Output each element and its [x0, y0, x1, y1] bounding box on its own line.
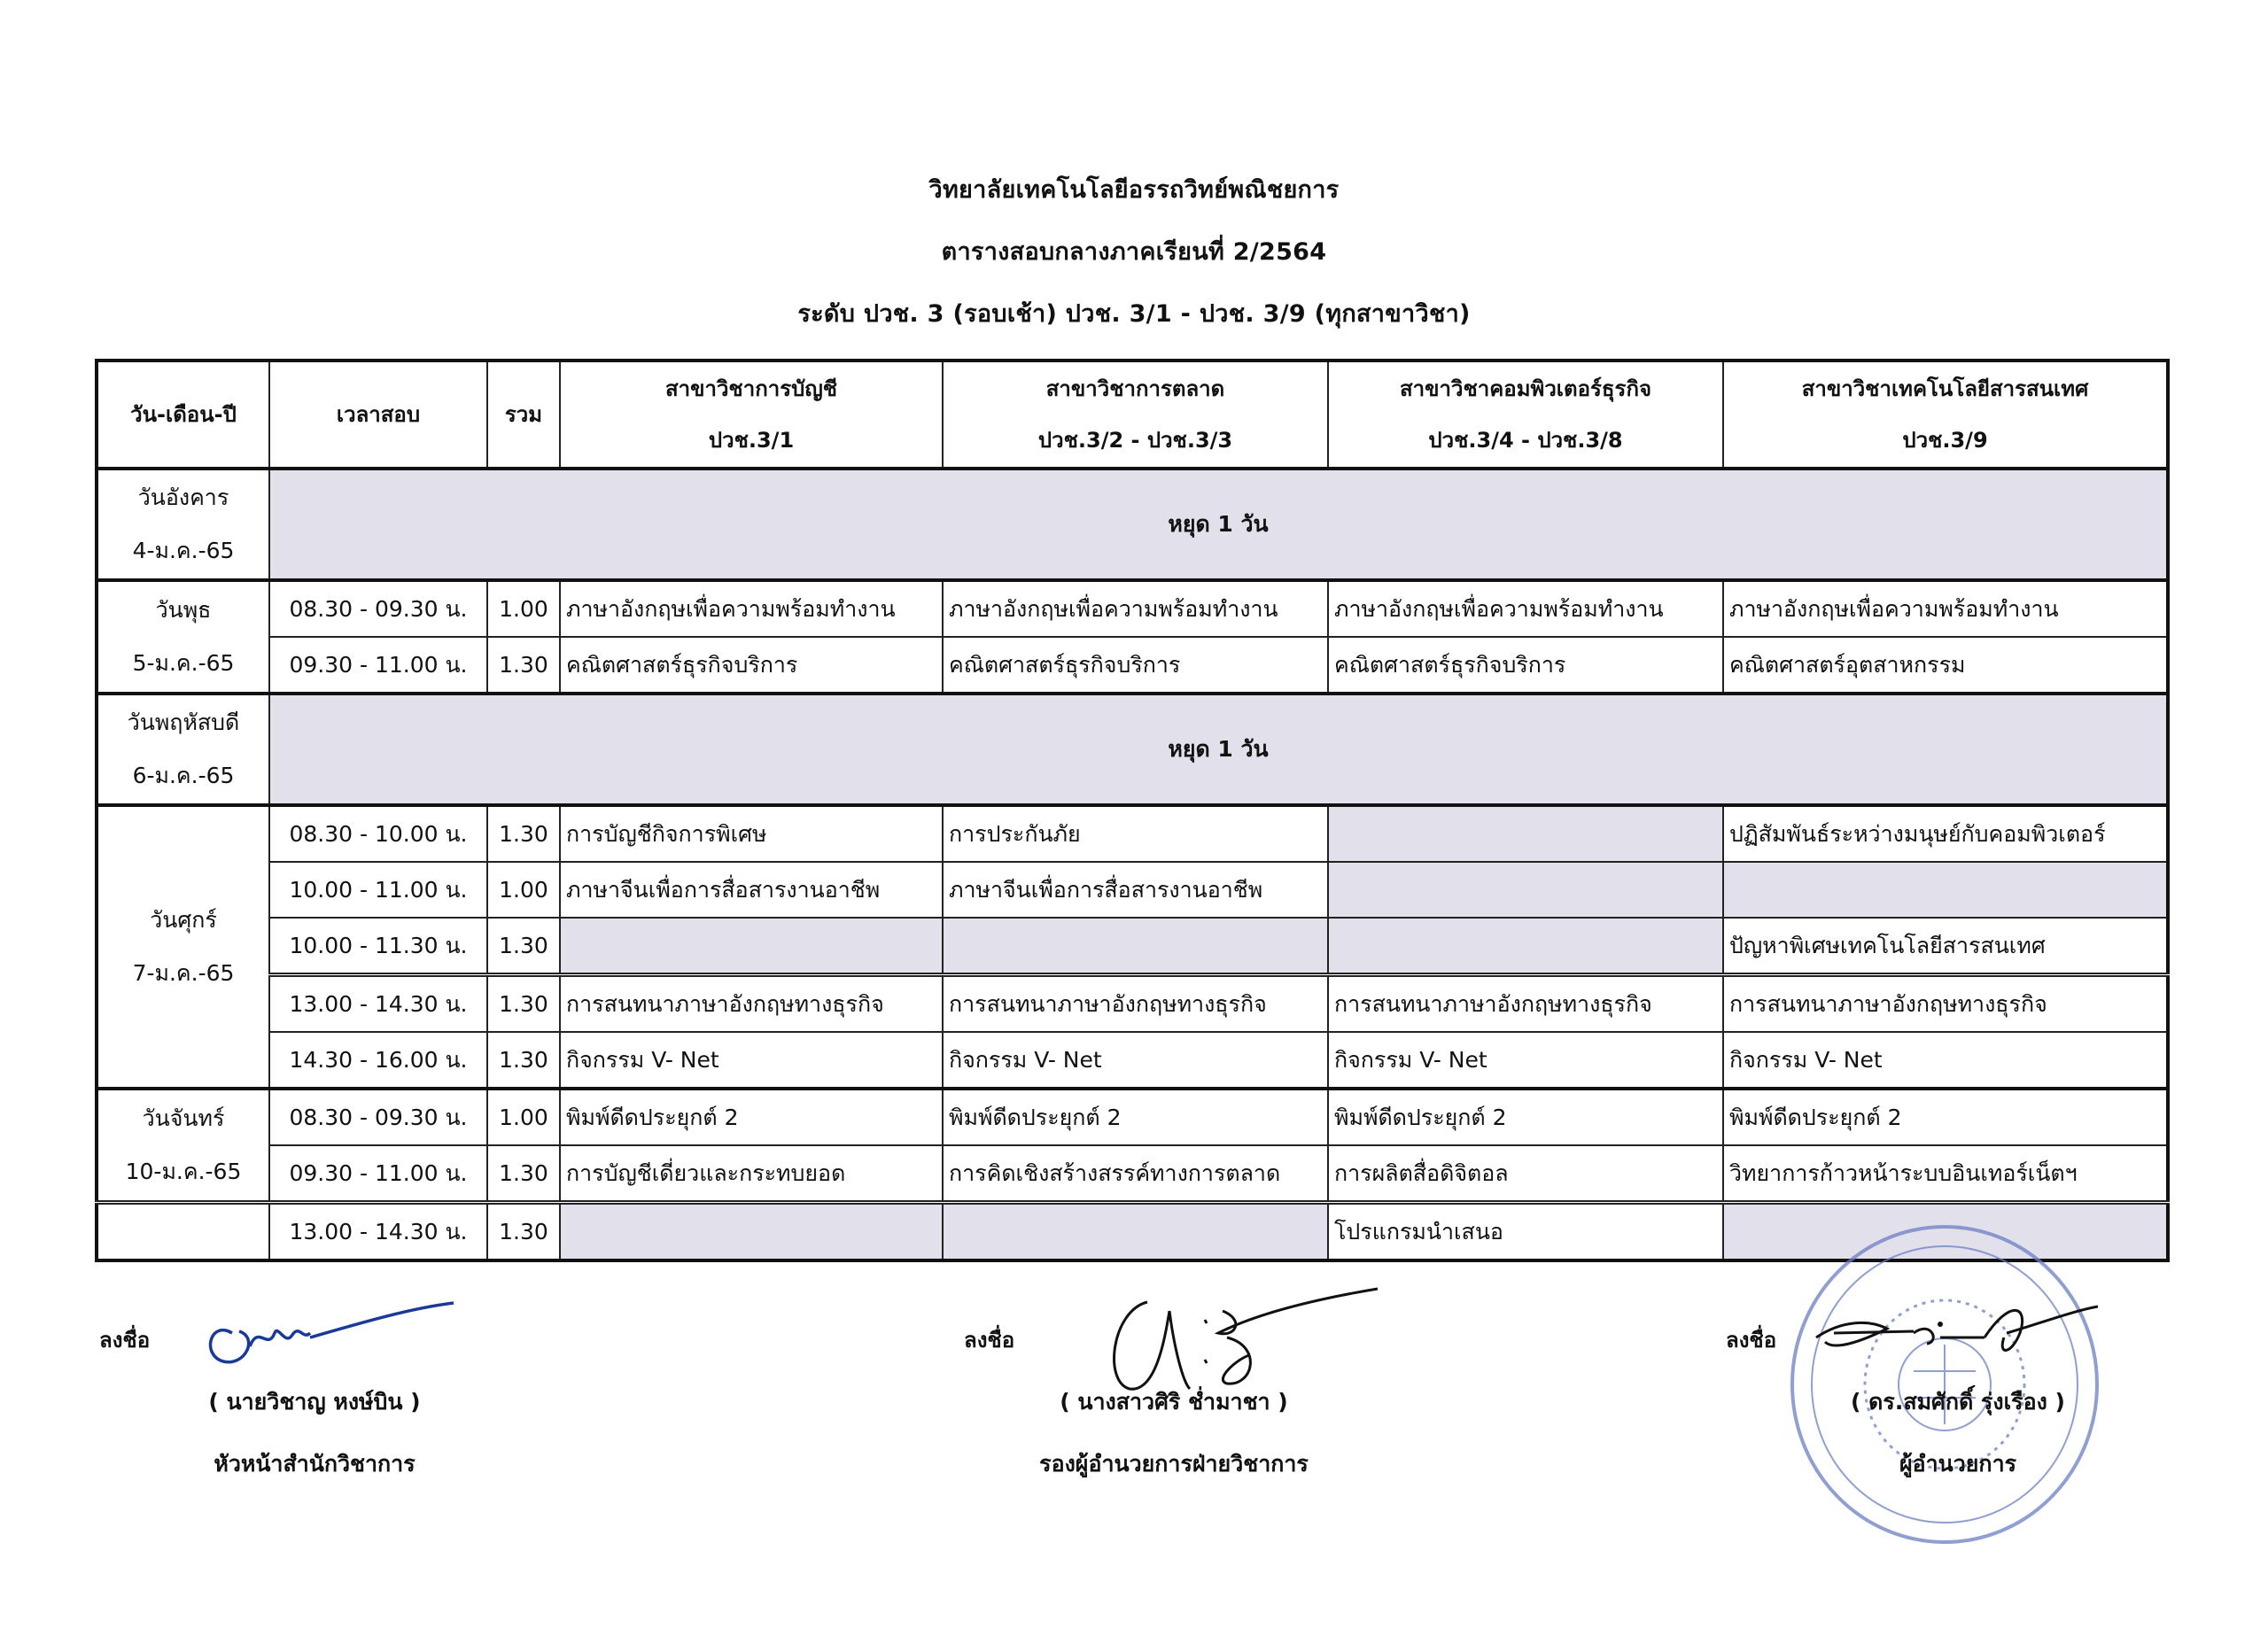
table-row	[97, 918, 2168, 975]
business-computer-subject: การผลิตสื่อดิจิตอล	[1328, 1145, 1723, 1203]
total-cell: 1.00	[487, 1089, 560, 1145]
business-computer-subject: พิมพ์ดีดประยุกต์ 2	[1328, 1089, 1723, 1145]
marketing-subject: การสนทนาภาษาอังกฤษทางธุรกิจ	[943, 975, 1328, 1033]
information-technology-subject	[1723, 862, 2168, 918]
header-business-computer	[1328, 361, 1723, 469]
business-computer-subject: ภาษาอังกฤษเพื่อความพร้อมทำงาน	[1328, 580, 1723, 637]
time-cell: 09.30 - 11.00 น.	[269, 637, 487, 694]
header-time: เวลาสอบ	[269, 361, 487, 469]
signature-label-right: ลงชื่อ	[1726, 1328, 1777, 1353]
accounting-subject	[560, 918, 943, 975]
signature-right	[1807, 1289, 2100, 1369]
time-cell: 10.00 - 11.30 น.	[269, 918, 487, 975]
table-row-thursday	[97, 694, 2168, 805]
day-date: 7-ม.ค.-65	[132, 960, 235, 986]
total-cell: 1.30	[487, 918, 560, 975]
day-cell-tuesday	[97, 469, 269, 580]
signature-label-left: ลงชื่อ	[99, 1328, 151, 1353]
business-computer-subject: คณิตศาสตร์ธุรกิจบริการ	[1328, 637, 1723, 694]
signer-position-right: ผู้อำนวยการ	[1899, 1451, 2017, 1477]
marketing-subject: การประกันภัย	[943, 805, 1328, 862]
day-name: วันพุธ	[155, 597, 212, 623]
day-cell-empty	[97, 1203, 269, 1261]
table-row	[97, 1145, 2168, 1203]
marketing-subject: ภาษาจีนเพื่อการสื่อสารงานอาชีพ	[943, 862, 1328, 918]
day-date: 5-ม.ค.-65	[132, 650, 235, 676]
day-cell-thursday	[97, 694, 269, 805]
day-cell-friday	[97, 805, 269, 1089]
header-information-technology-class: ปวช.3/9	[1902, 428, 1988, 453]
schedule-title: ตารางสอบกลางภาคเรียนที่ 2/2564	[941, 238, 1327, 266]
college-title: วิทยาลัยเทคโนโลยีอรรถวิทย์พณิชยการ	[928, 176, 1340, 204]
information-technology-subject: พิมพ์ดีดประยุกต์ 2	[1723, 1089, 2168, 1145]
business-computer-subject: โปรแกรมนำเสนอ	[1328, 1203, 1723, 1261]
marketing-subject	[943, 1203, 1328, 1261]
table-row	[97, 1089, 2168, 1145]
marketing-subject: กิจกรรม V- Net	[943, 1032, 1328, 1089]
header-accounting	[560, 361, 943, 469]
business-computer-subject	[1328, 805, 1723, 862]
holiday-cell: หยุด 1 วัน	[269, 469, 2168, 580]
total-cell: 1.30	[487, 1145, 560, 1203]
time-cell: 13.00 - 14.30 น.	[269, 1203, 487, 1261]
header-date: วัน-เดือน-ปี	[97, 361, 269, 469]
time-cell: 14.30 - 16.00 น.	[269, 1032, 487, 1089]
information-technology-subject: วิทยาการก้าวหน้าระบบอินเทอร์เน็ตฯ	[1723, 1145, 2168, 1203]
accounting-subject: กิจกรรม V- Net	[560, 1032, 943, 1089]
accounting-subject: ภาษาจีนเพื่อการสื่อสารงานอาชีพ	[560, 862, 943, 918]
header-business-computer-class: ปวช.3/4 - ปวช.3/8	[1428, 428, 1623, 453]
table-row	[97, 1032, 2168, 1089]
signature-label-center: ลงชื่อ	[964, 1328, 1015, 1353]
table-row	[97, 862, 2168, 918]
signer-name-right: ( ดร.สมศักดิ์ รุ่งเรือง )	[1851, 1389, 2065, 1415]
level-subtitle: ระดับ ปวช. 3 (รอบเช้า) ปวช. 3/1 - ปวช. 3/9 (ทุกสาขาวิชา)	[797, 300, 1471, 328]
business-computer-subject	[1328, 918, 1723, 975]
information-technology-subject: ปัญหาพิเศษเทคโนโลยีสารสนเทศ	[1723, 918, 2168, 975]
time-cell: 08.30 - 09.30 น.	[269, 580, 487, 637]
day-name: วันอังคาร	[137, 485, 229, 510]
accounting-subject: การบัญชีกิจการพิเศษ	[560, 805, 943, 862]
information-technology-subject: ปฏิสัมพันธ์ระหว่างมนุษย์กับคอมพิวเตอร์	[1723, 805, 2168, 862]
accounting-subject	[560, 1203, 943, 1261]
total-cell: 1.30	[487, 975, 560, 1033]
marketing-subject	[943, 918, 1328, 975]
signature-center	[1094, 1284, 1386, 1400]
exam-schedule-table	[95, 359, 2170, 1262]
header-accounting-major: สาขาวิชาการบัญชี	[664, 376, 838, 401]
accounting-subject: การบัญชีเดี่ยวและกระทบยอด	[560, 1145, 943, 1203]
accounting-subject: พิมพ์ดีดประยุกต์ 2	[560, 1089, 943, 1145]
signer-name-center: ( นางสาวศิริ ช่ำมาชา )	[1060, 1389, 1288, 1415]
accounting-subject: ภาษาอังกฤษเพื่อความพร้อมทำงาน	[560, 580, 943, 637]
day-cell-monday	[97, 1089, 269, 1203]
business-computer-subject: การสนทนาภาษาอังกฤษทางธุรกิจ	[1328, 975, 1723, 1033]
marketing-subject: พิมพ์ดีดประยุกต์ 2	[943, 1089, 1328, 1145]
header-marketing	[943, 361, 1328, 469]
header-business-computer-major: สาขาวิชาคอมพิวเตอร์ธุรกิจ	[1399, 376, 1652, 401]
holiday-cell: หยุด 1 วัน	[269, 694, 2168, 805]
time-cell: 10.00 - 11.00 น.	[269, 862, 487, 918]
total-cell: 1.00	[487, 862, 560, 918]
signer-position-center: รองผู้อำนวยการฝ่ายวิชาการ	[1039, 1451, 1309, 1477]
time-cell: 08.30 - 09.30 น.	[269, 1089, 487, 1145]
day-name: วันจันทร์	[142, 1105, 225, 1131]
information-technology-subject: ภาษาอังกฤษเพื่อความพร้อมทำงาน	[1723, 580, 2168, 637]
table-header-row	[97, 361, 2168, 469]
table-row	[97, 637, 2168, 694]
signature-left	[197, 1298, 462, 1377]
total-cell: 1.30	[487, 637, 560, 694]
day-date: 6-ม.ค.-65	[132, 763, 235, 788]
total-cell: 1.00	[487, 580, 560, 637]
time-cell: 09.30 - 11.00 น.	[269, 1145, 487, 1203]
time-cell: 08.30 - 10.00 น.	[269, 805, 487, 862]
total-cell: 1.30	[487, 1203, 560, 1261]
marketing-subject: คณิตศาสตร์ธุรกิจบริการ	[943, 637, 1328, 694]
header-accounting-class: ปวช.3/1	[708, 428, 795, 453]
accounting-subject: คณิตศาสตร์ธุรกิจบริการ	[560, 637, 943, 694]
day-date: 10-ม.ค.-65	[125, 1159, 242, 1184]
total-cell: 1.30	[487, 805, 560, 862]
day-name: วันพฤหัสบดี	[127, 709, 240, 735]
business-computer-subject: กิจกรรม V- Net	[1328, 1032, 1723, 1089]
table-row	[97, 580, 2168, 637]
day-cell-wednesday	[97, 580, 269, 694]
table-row	[97, 975, 2168, 1033]
signer-position-left: หัวหน้าสำนักวิชาการ	[214, 1451, 416, 1477]
marketing-subject: การคิดเชิงสร้างสรรค์ทางการตลาด	[943, 1145, 1328, 1203]
information-technology-subject: คณิตศาสตร์อุตสาหกรรม	[1723, 637, 2168, 694]
header-marketing-class: ปวช.3/2 - ปวช.3/3	[1037, 428, 1233, 453]
information-technology-subject: การสนทนาภาษาอังกฤษทางธุรกิจ	[1723, 975, 2168, 1033]
signer-name-left: ( นายวิชาญ หงษ์บิน )	[208, 1389, 421, 1415]
marketing-subject: ภาษาอังกฤษเพื่อความพร้อมทำงาน	[943, 580, 1328, 637]
header-information-technology-major: สาขาวิชาเทคโนโลยีสารสนเทศ	[1801, 376, 2089, 401]
total-cell: 1.30	[487, 1032, 560, 1089]
header-total: รวม	[487, 361, 560, 469]
header-information-technology	[1723, 361, 2168, 469]
day-name: วันศุกร์	[150, 907, 217, 933]
time-cell: 13.00 - 14.30 น.	[269, 975, 487, 1033]
table-row	[97, 805, 2168, 862]
table-row-tuesday	[97, 469, 2168, 580]
information-technology-subject: กิจกรรม V- Net	[1723, 1032, 2168, 1089]
header-marketing-major: สาขาวิชาการตลาด	[1045, 376, 1225, 401]
day-date: 4-ม.ค.-65	[132, 538, 235, 563]
accounting-subject: การสนทนาภาษาอังกฤษทางธุรกิจ	[560, 975, 943, 1033]
business-computer-subject	[1328, 862, 1723, 918]
